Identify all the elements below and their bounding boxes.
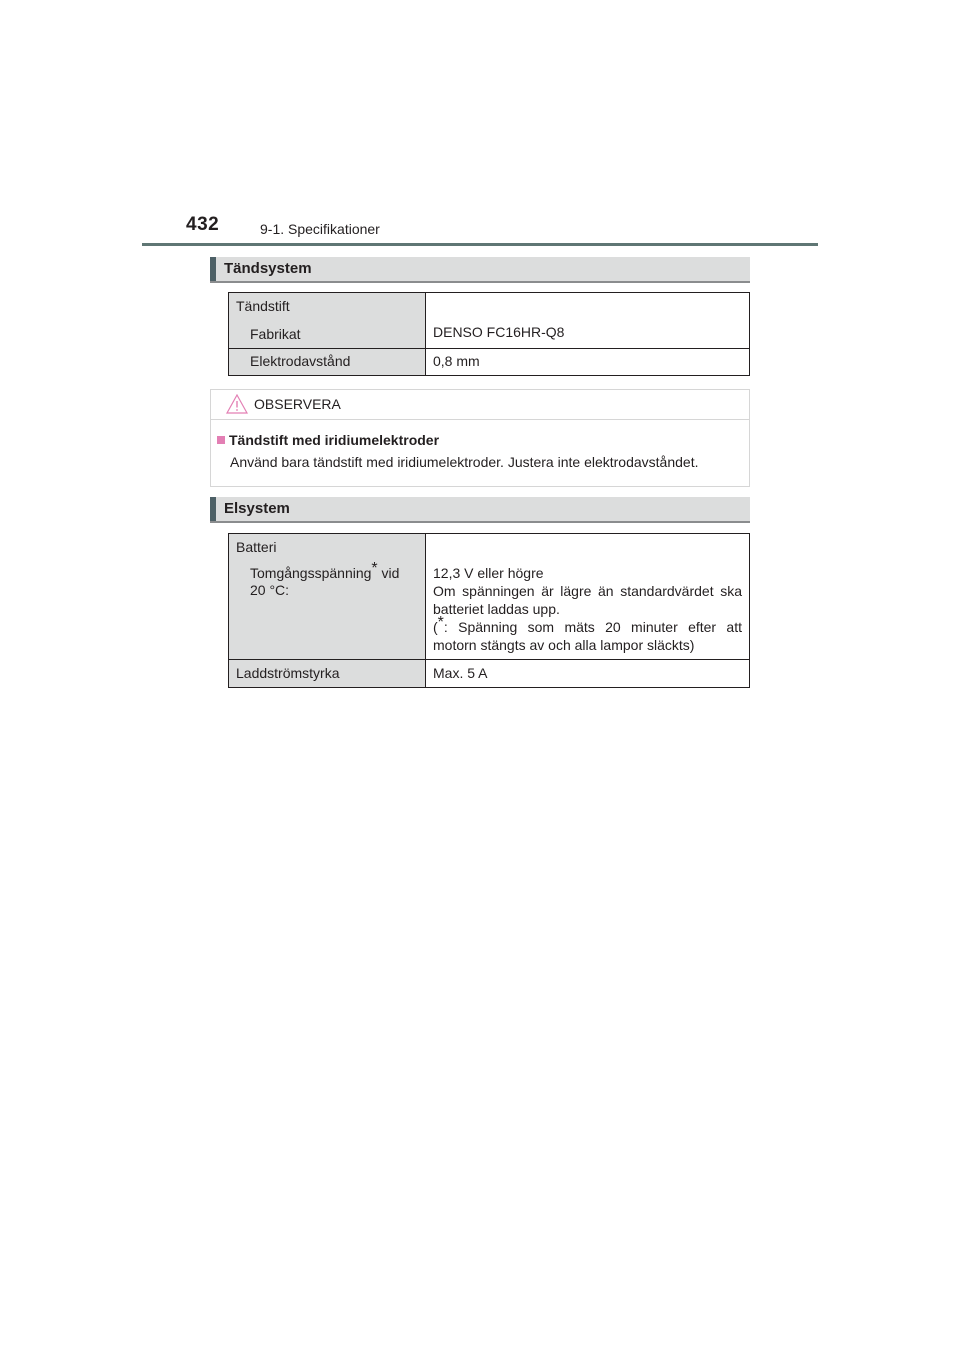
table-value-cell xyxy=(426,534,750,660)
row-sub-label-suffix: vid xyxy=(377,565,400,581)
row-value-footnote xyxy=(433,614,742,654)
row-sub-label-temp: 20 °C: xyxy=(250,582,290,598)
row-sub-label xyxy=(236,560,418,599)
page-number: 432 xyxy=(186,214,220,235)
footnote-text: : Spänning som mäts 20 minuter efter att motorn stängts av och alla lampor släckts) xyxy=(433,619,742,653)
table-value-cell xyxy=(426,349,750,376)
table-value-cell xyxy=(426,660,750,688)
running-head: 9-1. Specifikationer xyxy=(260,221,380,237)
caution-heading: OBSERVERA xyxy=(254,396,341,412)
row-value: 12,3 V eller högre xyxy=(433,565,544,581)
footnote-marker: * xyxy=(371,560,378,578)
footnote-paren: ( xyxy=(433,619,438,635)
caution-item-title-line xyxy=(217,432,439,448)
row-label: Batteri xyxy=(236,539,277,555)
footnote-marker: * xyxy=(437,614,444,632)
spec-table-elsystem xyxy=(228,533,750,688)
row-value-note: Om spänningen är lägre än standardvärdet ska batteriet laddas upp. xyxy=(433,583,742,617)
section-accent xyxy=(210,257,216,281)
row-label: Elektrodavstånd xyxy=(250,353,351,369)
table-label-cell xyxy=(229,293,426,349)
table-row xyxy=(229,534,750,660)
row-sub-label-text: Tomgångsspänning xyxy=(250,565,372,581)
spec-table-tandsystem xyxy=(228,292,750,376)
table-row xyxy=(229,660,750,688)
row-value: Max. 5 A xyxy=(433,665,488,681)
section-accent xyxy=(210,497,216,521)
caution-item-title: Tändstift med iridiumelektroder xyxy=(229,432,440,448)
square-bullet-icon xyxy=(217,436,225,444)
row-label: Laddströmstyrka xyxy=(236,665,340,681)
section-heading-elsystem xyxy=(210,497,750,523)
section-title: Elsystem xyxy=(224,500,290,517)
row-label: Tändstift xyxy=(236,298,290,314)
caution-item-text: Använd bara tändstift med iridiumelektroder. Justera inte elektrodavståndet. xyxy=(230,454,699,470)
caution-box xyxy=(210,389,750,487)
table-value-cell xyxy=(426,293,750,349)
table-label-cell xyxy=(229,349,426,376)
row-value: 0,8 mm xyxy=(433,353,480,369)
table-label-cell xyxy=(229,660,426,688)
row-value-block xyxy=(433,564,742,654)
section-heading-tandsystem xyxy=(210,257,750,283)
caution-header xyxy=(211,390,749,420)
section-title: Tändsystem xyxy=(224,260,312,277)
table-label-cell xyxy=(229,534,426,660)
row-sub-label: Fabrikat xyxy=(250,326,301,342)
warning-triangle-icon xyxy=(226,394,248,414)
table-row xyxy=(229,349,750,376)
row-value: DENSO FC16HR-Q8 xyxy=(433,324,565,340)
table-row xyxy=(229,293,750,349)
header-rule xyxy=(142,243,818,246)
